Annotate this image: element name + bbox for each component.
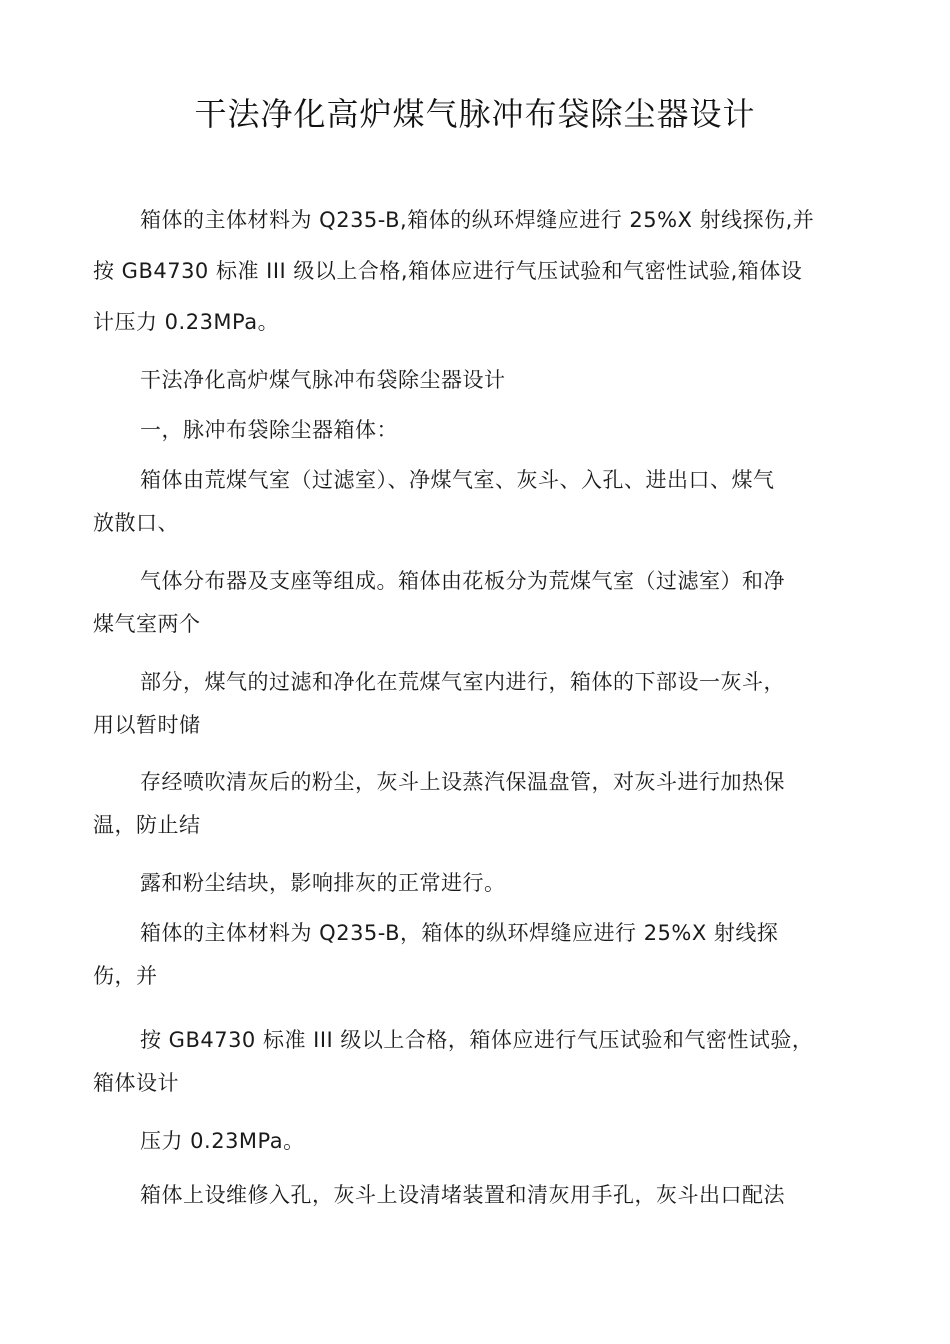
paragraph-line: 存经喷吹清灰后的粉尘，灰斗上设蒸汽保温盘管，对灰斗进行加热保: [140, 770, 785, 794]
paragraph: [93, 1120, 863, 1163]
paragraph-line: 煤气室两个: [93, 612, 201, 636]
paragraph-line: 气体分布器及支座等组成。箱体由花板分为荒煤气室（过滤室）和净: [140, 569, 785, 593]
paragraph-line: 箱体设计: [93, 1071, 179, 1095]
paragraph: [93, 1019, 863, 1105]
paragraph-line: 干法净化高炉煤气脉冲布袋除尘器设计: [140, 368, 506, 392]
paragraph-line: 露和粉尘结块，影响排灰的正常进行。: [140, 871, 506, 895]
paragraph-line: 一，脉冲布袋除尘器箱体：: [140, 418, 398, 442]
paragraph: [93, 409, 863, 452]
paragraph-line: 伤，并: [93, 964, 158, 988]
paragraph: [93, 560, 863, 646]
paragraph: [93, 761, 863, 847]
paragraph-line: 箱体的主体材料为 Q235-B，箱体的纵环焊缝应进行 25%X 射线探: [140, 921, 779, 945]
paragraph-line: 箱体由荒煤气室（过滤室）、净煤气室、灰斗、入孔、进出口、煤气: [140, 468, 775, 492]
paragraph-line: 放散口、: [93, 511, 179, 535]
paragraph-line: 温，防止结: [93, 813, 201, 837]
paragraph-line: 按 GB4730 标准 III 级以上合格,箱体应进行气压试验和气密性试验,箱体设: [93, 259, 803, 283]
paragraph-line: 计压力 0.23MPa。: [93, 310, 280, 334]
paragraph: [93, 1174, 863, 1217]
paragraph-line: 按 GB4730 标准 III 级以上合格，箱体应进行气压试验和气密性试验，: [140, 1028, 814, 1052]
paragraph: [93, 195, 863, 348]
paragraph: [93, 359, 863, 402]
paragraph-line: 用以暂时储: [93, 713, 201, 737]
paragraph-line: 部分，煤气的过滤和净化在荒煤气室内进行，箱体的下部设一灰斗，: [140, 670, 785, 694]
paragraph: [93, 862, 863, 905]
paragraph-line: 箱体上设维修入孔，灰斗上设清堵装置和清灰用手孔，灰斗出口配法: [140, 1183, 785, 1207]
document-title: 干法净化高炉煤气脉冲布袋除尘器设计: [194, 95, 756, 133]
paragraph-line: 压力 0.23MPa。: [140, 1129, 305, 1153]
paragraph-line: 箱体的主体材料为 Q235-B,箱体的纵环焊缝应进行 25%X 射线探伤,并: [140, 208, 815, 232]
paragraph: [93, 459, 863, 545]
paragraph: [93, 912, 863, 998]
paragraph: [93, 661, 863, 747]
